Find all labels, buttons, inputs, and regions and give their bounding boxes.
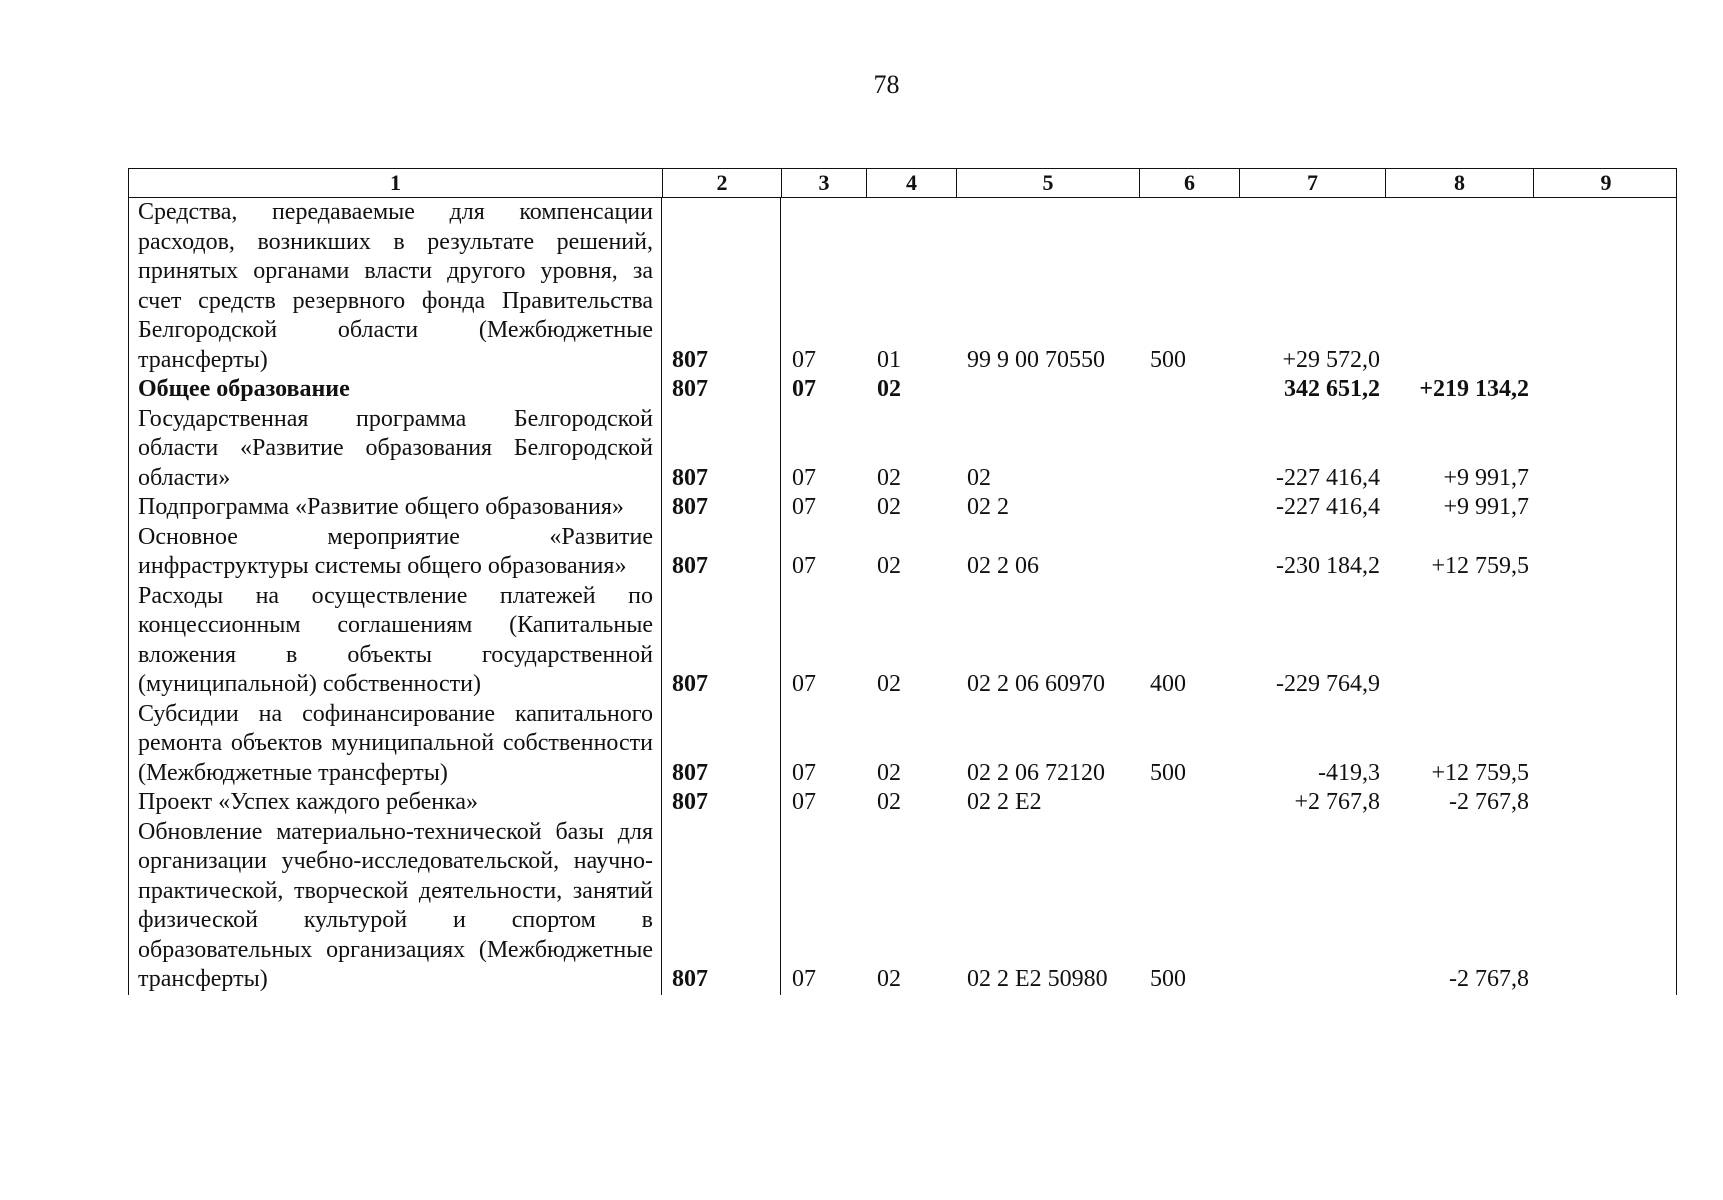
cell-col4: 02: [877, 966, 901, 992]
cell-col5: 02 2 E2 50980: [967, 966, 1108, 992]
cell-col2: 807: [672, 376, 708, 402]
cell-col8: +9 991,7: [1443, 494, 1529, 520]
column-header-4: 4: [866, 169, 956, 197]
cell-col3: 07: [792, 376, 816, 402]
column-header-row: [128, 168, 1677, 198]
cell-col2: 807: [672, 671, 708, 697]
row-description: Расходы на осуществление платежей по концессионным соглашениям (Капитальные вложения в объекты государственной (муниципальной) собственности): [138, 582, 653, 697]
cell-col3: 07: [792, 966, 816, 992]
cell-col5: 02 2 06: [967, 553, 1039, 579]
cell-col7: -419,3: [1318, 759, 1380, 786]
cell-col2: 807: [672, 464, 708, 491]
cell-col4: 02: [877, 553, 901, 579]
cell-col3: 07: [792, 494, 816, 520]
cell-col5: 02 2 06 72120: [967, 759, 1105, 786]
cell-col4: 02: [877, 759, 901, 786]
page-number: 78: [873, 70, 900, 99]
column-header-5: 5: [956, 169, 1139, 197]
column-header-3: 3: [781, 169, 866, 197]
budget-table: [128, 168, 1677, 995]
cell-col2: 807: [672, 346, 708, 373]
cell-col5: 02 2 E2: [967, 789, 1042, 815]
cell-col3: 07: [792, 789, 816, 815]
table-row: [128, 700, 1677, 789]
row-description: Государственная программа Белгородской области «Развитие образования Белгородской области»: [138, 405, 653, 491]
column-header-1: 1: [390, 170, 401, 195]
row-description: Субсидии на софинансирование капитального ремонта объектов муниципальной собственности (Межбюджетные трансферты): [138, 700, 653, 786]
cell-col8: +219 134,2: [1419, 376, 1529, 402]
cell-col4: 02: [877, 671, 901, 697]
cell-col5: 02 2 06 60970: [967, 671, 1105, 697]
cell-col2: 807: [672, 553, 708, 579]
row-description: Подпрограмма «Развитие общего образования»: [138, 494, 624, 520]
cell-col5: 02 2: [967, 494, 1009, 520]
table-row: [128, 523, 1677, 582]
cell-col6: 400: [1150, 671, 1186, 697]
cell-col7: -230 184,2: [1276, 553, 1380, 579]
row-description: Общее образование: [138, 376, 350, 402]
column-header-8: 8: [1385, 169, 1533, 197]
cell-col7: -229 764,9: [1276, 671, 1380, 697]
column-header-6: 6: [1139, 169, 1239, 197]
cell-col7: +2 767,8: [1294, 789, 1380, 815]
cell-col8: +9 991,7: [1443, 464, 1529, 491]
table-row: [128, 375, 1677, 405]
cell-col6: 500: [1150, 966, 1186, 992]
cell-col3: 07: [792, 759, 816, 786]
cell-col2: 807: [672, 966, 708, 992]
cell-col7: 342 651,2: [1284, 376, 1380, 402]
cell-col8: -2 767,8: [1449, 966, 1529, 992]
cell-col2: 807: [672, 494, 708, 520]
column-header-2: 2: [662, 169, 781, 197]
cell-col6: 500: [1150, 759, 1186, 786]
cell-col2: 807: [672, 759, 708, 786]
cell-col8: -2 767,8: [1449, 789, 1529, 815]
cell-col5: 99 9 00 70550: [967, 346, 1105, 373]
cell-col6: 500: [1150, 346, 1186, 373]
table-row: [128, 582, 1677, 700]
table-row: [128, 493, 1677, 523]
cell-col4: 02: [877, 789, 901, 815]
cell-col4: 02: [877, 376, 901, 402]
table-row: [128, 405, 1677, 494]
cell-col3: 07: [792, 464, 816, 491]
cell-col4: 01: [877, 346, 901, 373]
cell-col4: 02: [877, 464, 901, 491]
row-description: Средства, передаваемые для компенсации расходов, возникших в результате решений, принятых органами власти другого уровня, за счет средств резервного фонда Правительства Белгородской области (Межбюджетные трансферты): [138, 199, 653, 373]
table-body: [128, 198, 1677, 995]
cell-col8: +12 759,5: [1431, 553, 1529, 579]
table-row: [128, 788, 1677, 818]
column-header-9: 9: [1533, 169, 1678, 197]
row-description: Основное мероприятие «Развитие инфраструктуры системы общего образования»: [138, 523, 653, 579]
row-description: Обновление материально-технической базы для организации учебно-исследовательской, научно-практической, творческой деятельности, занятий физической культурой и спортом в образовательных организациях (Межбюджетные трансферты): [138, 818, 653, 992]
cell-col4: 02: [877, 494, 901, 520]
row-description: Проект «Успех каждого ребенка»: [138, 789, 479, 815]
cell-col3: 07: [792, 346, 816, 373]
cell-col3: 07: [792, 553, 816, 579]
cell-col7: -227 416,4: [1276, 464, 1380, 491]
cell-col2: 807: [672, 789, 708, 815]
column-header-7: 7: [1239, 169, 1385, 197]
cell-col7: -227 416,4: [1276, 494, 1380, 520]
cell-col3: 07: [792, 671, 816, 697]
table-row: [128, 198, 1677, 375]
cell-col7: +29 572,0: [1282, 346, 1380, 373]
table-row: [128, 818, 1677, 995]
cell-col8: +12 759,5: [1431, 759, 1529, 786]
cell-col5: 02: [967, 464, 991, 491]
